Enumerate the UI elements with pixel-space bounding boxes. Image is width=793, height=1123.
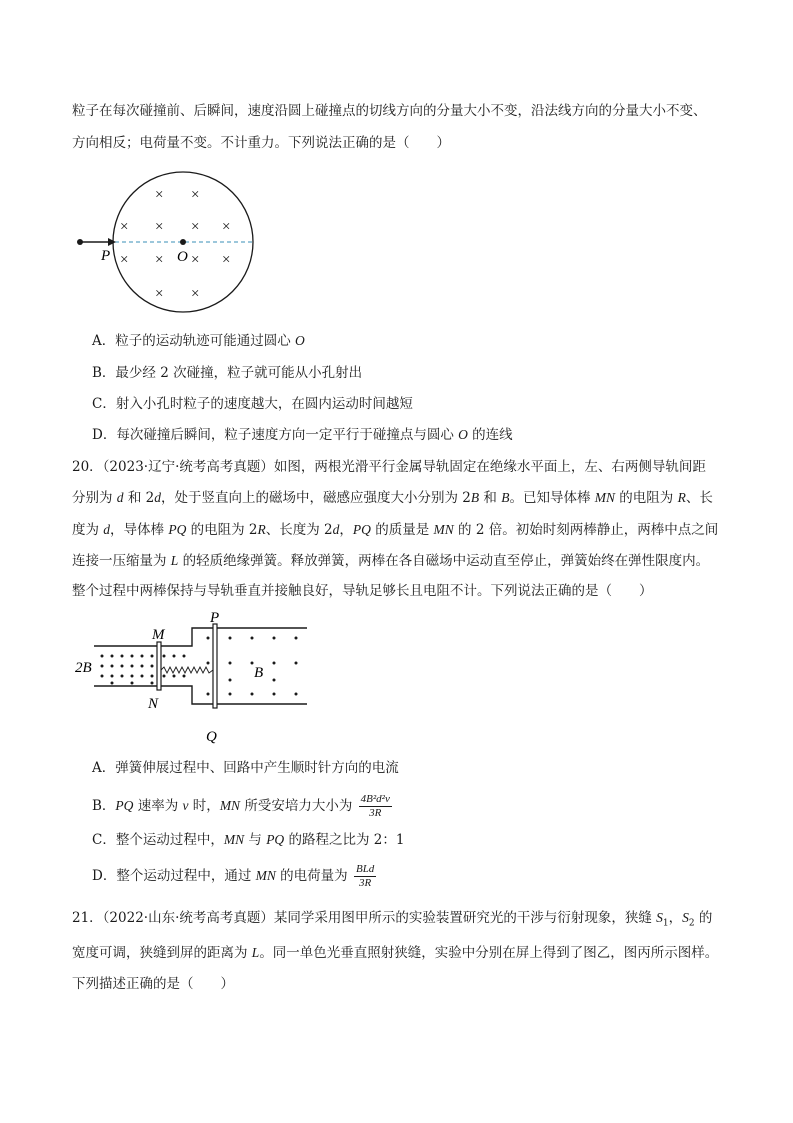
fraction-force: $\frac{\text{4B²d²v}}{3R}$ bbox=[360, 793, 390, 819]
cross: × bbox=[191, 219, 200, 235]
cross: × bbox=[155, 219, 164, 235]
label-2B: 2B bbox=[75, 660, 92, 676]
q19-option-b: B．最少经 2 次碰撞，粒子就可能从小孔射出 bbox=[92, 365, 363, 381]
label-P: P bbox=[210, 610, 220, 626]
label-Q: Q bbox=[206, 729, 217, 745]
cross: × bbox=[191, 286, 200, 302]
field-crosses bbox=[120, 187, 230, 302]
q21-stem-line-2: 宽度可调，狭缝到屏的距离为 L。同一单色光垂直照射狭缝，实验中分别在屏上得到了图乙，图丙所示图样。 bbox=[72, 945, 719, 961]
q19-stem-line-2: 方向相反；电荷量不变。不计重力。下列说法正确的是（ ） bbox=[72, 135, 450, 151]
q19-option-a: A．粒子的运动轨迹可能通过圆心 O bbox=[92, 333, 305, 349]
q21-stem-line-3: 下列描述正确的是（ ） bbox=[72, 976, 234, 992]
label-N: N bbox=[148, 696, 159, 712]
incident-arrow-head bbox=[108, 238, 116, 246]
q20-option-d: D．整个运动过程中，通过 MN 的电荷量为 $\frac{\text{BLd}}{3R}$ bbox=[92, 863, 375, 889]
q20-rails-figure bbox=[72, 608, 317, 748]
fraction-charge: $\frac{\text{BLd}}{3R}$ bbox=[355, 863, 375, 889]
cross: × bbox=[222, 252, 231, 268]
center-point bbox=[180, 239, 186, 245]
q20-stem-line-4: 连接一压缩量为 L 的轻质绝缘弹簧。释放弹簧，两棒在各自磁场中运动直至停止，弹簧始终在弹性限度内。 bbox=[72, 553, 710, 569]
q20-stem-line-5: 整个过程中两棒保持与导轨垂直并接触良好，导轨足够长且电阻不计。下列说法正确的是（ ） bbox=[72, 583, 653, 599]
cross: × bbox=[191, 187, 200, 203]
cross: × bbox=[191, 252, 200, 268]
cross: × bbox=[155, 286, 164, 302]
cross: × bbox=[120, 252, 129, 268]
label-O: O bbox=[177, 249, 188, 265]
label-P: P bbox=[101, 248, 111, 264]
cross: × bbox=[155, 252, 164, 268]
q19-stem-line-1: 粒子在每次碰撞前、后瞬间，速度沿圆上碰撞点的切线方向的分量大小不变，沿法线方向的分量大小不变、 bbox=[72, 103, 707, 119]
q20-header: 20．（2023·辽宁·统考高考真题）如图，两根光滑平行金属导轨固定在绝缘水平面上，左、右两侧导轨间距 bbox=[72, 459, 706, 475]
left-field-dots bbox=[101, 655, 186, 685]
label-B: B bbox=[254, 665, 264, 681]
q20-option-b: B．PQ 速率为 v 时，MN 所受安培力大小为 $\frac{\text{4B²d²v}}{3R}$ bbox=[92, 793, 390, 819]
label-M: M bbox=[152, 627, 165, 643]
q20-stem-line-3: 度为 d，导体棒 PQ 的电阻为 2R、长度为 2d，PQ 的质量是 MN 的 2 倍。初始时刻两棒静止，两棒中点之间 bbox=[72, 522, 719, 538]
rod-PQ bbox=[213, 624, 217, 708]
cross: × bbox=[120, 219, 129, 235]
spring bbox=[161, 667, 213, 673]
q19-option-d: D．每次碰撞后瞬间，粒子速度方向一定平行于碰撞点与圆心 O 的连线 bbox=[92, 427, 513, 443]
cross: × bbox=[222, 219, 231, 235]
q21-header: 21．（2022·山东·统考高考真题）某同学采用图甲所示的实验装置研究光的干涉与衍射现象，狭缝 $S_1$，$S_2$ 的 bbox=[72, 910, 713, 929]
entry-point bbox=[77, 239, 83, 245]
q19-option-c: C．射入小孔时粒子的速度越大，在圆内运动时间越短 bbox=[92, 396, 413, 412]
q20-option-a: A．弹簧伸展过程中、回路中产生顺时针方向的电流 bbox=[92, 760, 399, 776]
q19-circle-figure bbox=[70, 168, 270, 320]
rod-MN bbox=[157, 642, 161, 690]
right-field-dots bbox=[207, 637, 298, 696]
cross: × bbox=[155, 187, 164, 203]
q20-stem-line-2: 分别为 d 和 2d，处于竖直向上的磁场中，磁感应强度大小分别为 2B 和 B。已知导体棒 MN 的电阻为 R、长 bbox=[72, 490, 713, 506]
q20-option-c: C．整个运动过程中，MN 与 PQ 的路程之比为 2：1 bbox=[92, 832, 405, 848]
